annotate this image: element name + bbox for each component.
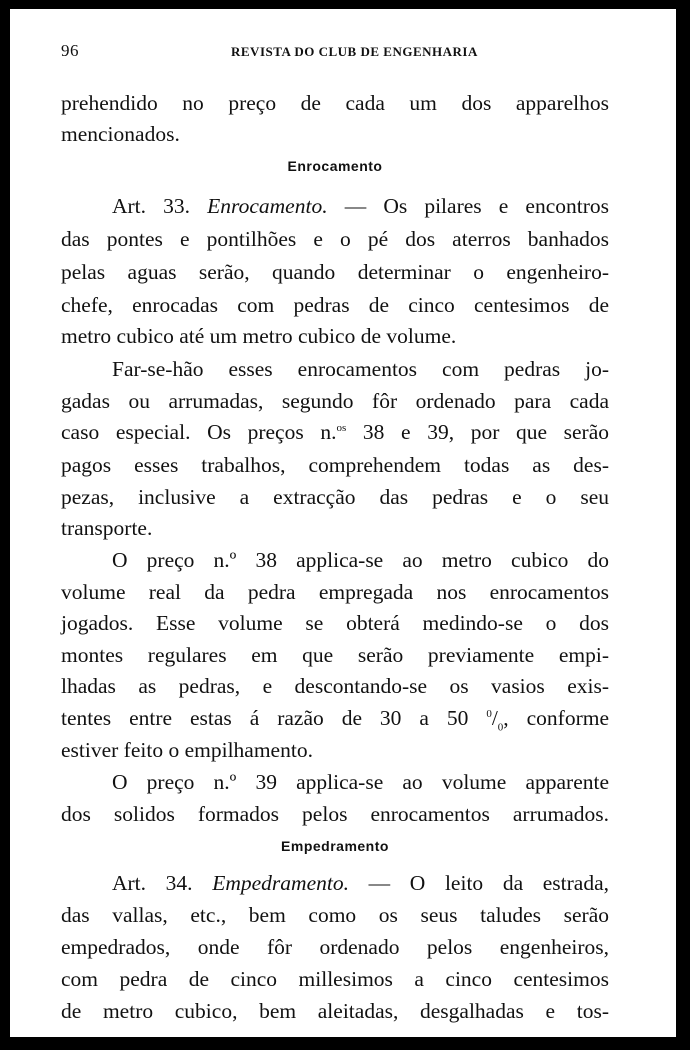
article-label: Art. 34. (112, 871, 193, 895)
text-line: dos solidos formados pelos enrocamentos arrumados. (61, 802, 609, 826)
article-title: Enrocamento. (207, 194, 328, 218)
text-run: 38 e 39, por que serão (362, 420, 610, 444)
text-line: das vallas, etc., bem como os seus taludes serão (61, 903, 609, 927)
page-header (61, 41, 621, 65)
text-line: prehendido no preço de cada um dos apparelhos (61, 91, 609, 115)
text-line: O preço n.º 39 applica-se ao volume apparente (112, 770, 609, 794)
book-page (10, 9, 676, 1037)
article-33-opening (112, 192, 609, 222)
article-title: Empedramento. (212, 871, 349, 895)
text-line: lhadas as pedras, e descontando-se os vasios exis- (61, 674, 609, 698)
text-line: pagos esses trabalhos, comprehendem todas as des- (61, 453, 609, 477)
text-run: tentes entre estas á razão de 30 a 50 (61, 706, 487, 730)
percent-sup: 0 (486, 708, 492, 720)
text-line: empedrados, onde fôr ordenado pelos engenheiros, (61, 935, 609, 959)
text-line-with-superscript (61, 418, 609, 448)
text-line: com pedra de cinco millesimos a cinco centesimos (61, 967, 609, 991)
article-text: Os pilares e encontros (383, 194, 610, 218)
text-line: metro cubico até um metro cubico de volume. (61, 324, 457, 348)
text-line: estiver feito o empilhamento. (61, 738, 313, 762)
text-line: pezas, inclusive a extracção das pedras e o seu (61, 485, 609, 509)
text-line: montes regulares em que serão previamente empi- (61, 643, 609, 667)
superscript-os: os (336, 422, 347, 434)
section-heading-empedramento: Empedramento (281, 838, 389, 854)
percent-sub: 0 (497, 721, 504, 734)
text-line: pelas aguas serão, quando determinar o engenheiro- (61, 260, 609, 284)
text-line: das pontes e pontilhões e o pé dos aterros banhados (61, 227, 609, 251)
text-line: O preço n.º 38 applica-se ao metro cubico do (112, 548, 609, 572)
em-dash: — (344, 194, 367, 218)
text-line: transporte. (61, 516, 153, 540)
page-number: 96 (61, 41, 79, 60)
article-label: Art. 33. (112, 194, 191, 218)
percent-slash: / (491, 706, 498, 730)
em-dash: — (368, 871, 391, 895)
section-heading-enrocamento: Enrocamento (287, 158, 383, 174)
text-run: caso especial. Os preços n. (61, 420, 337, 444)
text-line: de metro cubico, bem aleitadas, desgalhadas e tos- (61, 999, 609, 1023)
text-line: jogados. Esse volume se obterá medindo-se o dos (61, 611, 609, 635)
text-line: volume real da pedra empregada nos enrocamentos (61, 580, 609, 604)
text-line-with-percent (61, 704, 609, 734)
text-line: mencionados. (61, 122, 180, 146)
text-line: chefe, enrocadas com pedras de cinco centesimos de (61, 293, 609, 317)
article-text: O leito da estrada, (409, 871, 610, 895)
article-34-opening (112, 869, 609, 899)
text-run: , conforme (503, 706, 609, 730)
running-title: REVISTA DO CLUB DE ENGENHARIA (231, 44, 478, 59)
text-line: Far-se-hão esses enrocamentos com pedras jo- (112, 357, 609, 381)
text-line: gadas ou arrumadas, segundo fôr ordenado para cada (61, 389, 609, 413)
